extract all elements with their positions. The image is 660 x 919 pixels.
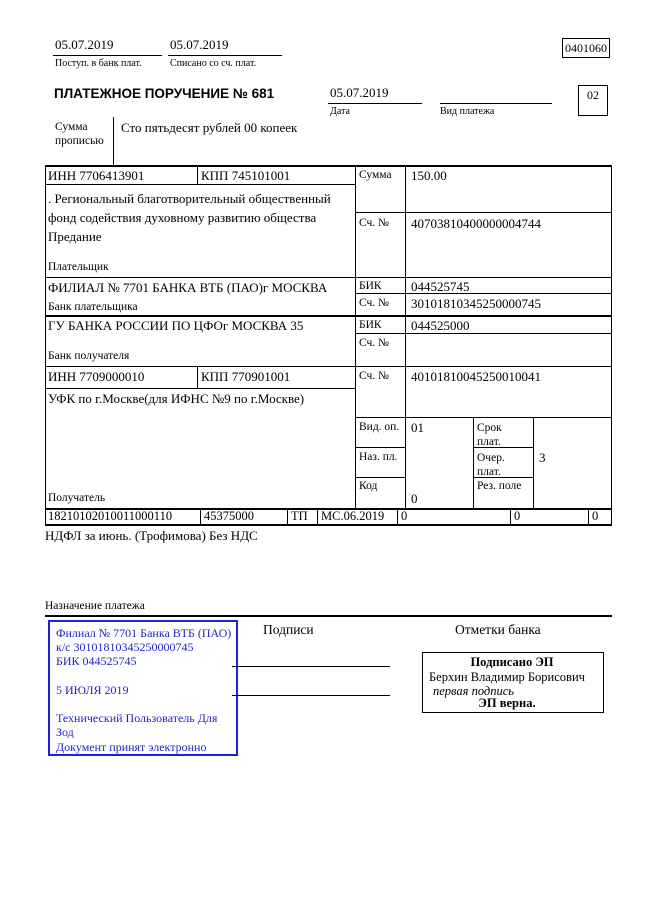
- payee-bank-section-label: Банк получателя: [48, 350, 130, 362]
- divider-line: [45, 277, 612, 278]
- doc-date-value: 05.07.2019: [330, 85, 389, 100]
- payee-bank-name: ГУ БАНКА РОССИИ ПО ЦФОг МОСКВА 35: [48, 318, 304, 333]
- divider-line: [287, 508, 288, 524]
- divider-line: [200, 508, 201, 524]
- bank-stamp-line: Филиал № 7701 Банка ВТБ (ПАО): [56, 626, 232, 640]
- page-title: ПЛАТЕЖНОЕ ПОРУЧЕНИЕ № 681: [54, 86, 275, 101]
- status-code-box: 02: [578, 85, 608, 116]
- payer-bank-name: ФИЛИАЛ № 7701 БАНКА ВТБ (ПАО)г МОСКВА: [48, 280, 328, 295]
- divider-line: [45, 388, 355, 389]
- code-label: Код: [359, 480, 378, 492]
- payee-section-label: Получатель: [48, 492, 106, 504]
- divider-line: [355, 477, 405, 478]
- divider-line: [45, 165, 46, 526]
- bank-stamp-line: [56, 697, 236, 711]
- bank-stamp-line: Технический Пользователь Для: [56, 711, 218, 726]
- payer-acc-value: 40703810400000004744: [411, 216, 541, 231]
- pay-order-label: Очер. плат.: [477, 452, 505, 478]
- payment-kind-label: Вид платежа: [440, 106, 495, 117]
- signatures-header: Подписи: [263, 622, 314, 637]
- divider-line: [355, 293, 612, 294]
- bank-stamp-line: Зод: [56, 725, 74, 740]
- divider-line: [45, 315, 612, 317]
- purpose-text: НДФЛ за июнь. (Трофимова) Без НДС: [45, 528, 258, 543]
- divider-line: [510, 508, 511, 524]
- purpose-section-label: Назначение платежа: [45, 600, 145, 612]
- tax-doc-date: 0: [514, 509, 521, 523]
- form-code-box: 0401060: [562, 38, 610, 58]
- divider-line: [355, 417, 612, 418]
- bank-stamp-line: 5 ИЮЛЯ 2019: [56, 682, 129, 697]
- divider-line: [197, 165, 198, 184]
- date-received-label: Поступ. в банк плат.: [55, 58, 142, 69]
- payer-name: . Региональный благотворительный общественный фонд содействия духовному развитию общества Предание: [48, 191, 331, 244]
- payer-section-label: Плательщик: [48, 261, 109, 273]
- tax-period: МС.06.2019: [321, 509, 385, 523]
- divider-line: [355, 333, 612, 334]
- payer-inn: ИНН 7706413901: [48, 168, 145, 183]
- divider-line: [113, 117, 114, 165]
- signer-name: Берхин Владимир Борисович: [429, 670, 585, 684]
- divider-line: [45, 366, 612, 367]
- bank-marks-header: Отметки банка: [455, 622, 541, 637]
- payee-inn: ИНН 7709000010: [48, 369, 145, 384]
- divider-line: [197, 366, 198, 388]
- bank-stamp-line: [56, 669, 236, 683]
- payer-acc-label: Сч. №: [359, 217, 390, 229]
- divider-line: [45, 615, 612, 617]
- pay-term-label: Срок плат.: [477, 422, 502, 448]
- payer-bank-bik-label: БИК: [359, 280, 382, 292]
- payee-bank-bik-label: БИК: [359, 319, 382, 331]
- divider-line: [355, 212, 612, 213]
- bank-stamp-line: Документ принят электронно: [56, 739, 207, 754]
- op-kind-value: 01: [411, 420, 424, 435]
- payee-kpp: КПП 770901001: [201, 369, 291, 384]
- payee-acc-label: Сч. №: [359, 370, 390, 382]
- payee-bank-bik-value: 044525000: [411, 318, 470, 333]
- tax-basis: ТП: [291, 509, 308, 523]
- divider-line: [53, 55, 162, 56]
- divider-line: [45, 165, 612, 167]
- doc-date-label: Дата: [330, 106, 350, 117]
- sum-cell-value: 150.00: [411, 168, 447, 183]
- tax-type: 0: [592, 509, 599, 523]
- payee-acc-value: 40101810045250010041: [411, 369, 541, 384]
- payee-name: УФК по г.Москве(для ИФНС №9 по г.Москве): [48, 391, 305, 406]
- pay-order-value: 3: [539, 450, 546, 465]
- signature-verdict: ЭП верна.: [478, 696, 536, 710]
- bank-stamp-line: БИК 044525745: [56, 654, 137, 669]
- pay-purpose-code-label: Наз. пл.: [359, 451, 398, 463]
- payer-kpp: КПП 745101001: [201, 168, 291, 183]
- signature-note: первая подпись: [433, 684, 514, 698]
- divider-line: [45, 524, 612, 526]
- payer-bank-section-label: Банк плательщика: [48, 301, 138, 313]
- divider-line: [533, 417, 534, 508]
- divider-line: [168, 55, 282, 56]
- divider-line: [588, 508, 589, 524]
- divider-line: [45, 184, 355, 185]
- amount-words-value: Сто пятьдесят рублей 00 копеек: [121, 120, 298, 135]
- sum-cell-label: Сумма: [359, 169, 392, 181]
- payer-bank-acc-label: Сч. №: [359, 297, 390, 309]
- date-debited-value: 05.07.2019: [170, 37, 229, 52]
- code-value: 0: [411, 491, 418, 506]
- divider-line: [611, 165, 612, 526]
- payer-bank-bik-value: 044525745: [411, 279, 470, 294]
- signature-line: [232, 695, 390, 696]
- tax-oktmo: 45375000: [204, 509, 254, 523]
- divider-line: [440, 103, 552, 104]
- op-kind-label: Вид. оп.: [359, 421, 400, 433]
- reserve-field-label: Рез. поле: [477, 480, 522, 492]
- date-debited-label: Списано со сч. плат.: [170, 58, 257, 69]
- divider-line: [473, 417, 474, 508]
- payee-bank-acc-label: Сч. №: [359, 337, 390, 349]
- bank-stamp-box: [48, 620, 238, 756]
- tax-kbk: 18210102010011000110: [48, 509, 173, 523]
- amount-words-label: Сумма прописью: [55, 121, 104, 147]
- divider-line: [355, 447, 405, 448]
- divider-line: [405, 165, 406, 508]
- bank-stamp-line: к/с 30101810345250000745: [56, 640, 194, 655]
- divider-line: [317, 508, 318, 524]
- payer-bank-acc-value: 30101810345250000745: [411, 296, 541, 311]
- divider-line: [397, 508, 398, 524]
- signature-stamp-title: Подписано ЭП: [470, 655, 554, 669]
- date-received-value: 05.07.2019: [55, 37, 114, 52]
- divider-line: [328, 103, 422, 104]
- signature-line: [232, 666, 390, 667]
- tax-doc-number: 0: [401, 509, 408, 523]
- divider-line: [355, 165, 356, 508]
